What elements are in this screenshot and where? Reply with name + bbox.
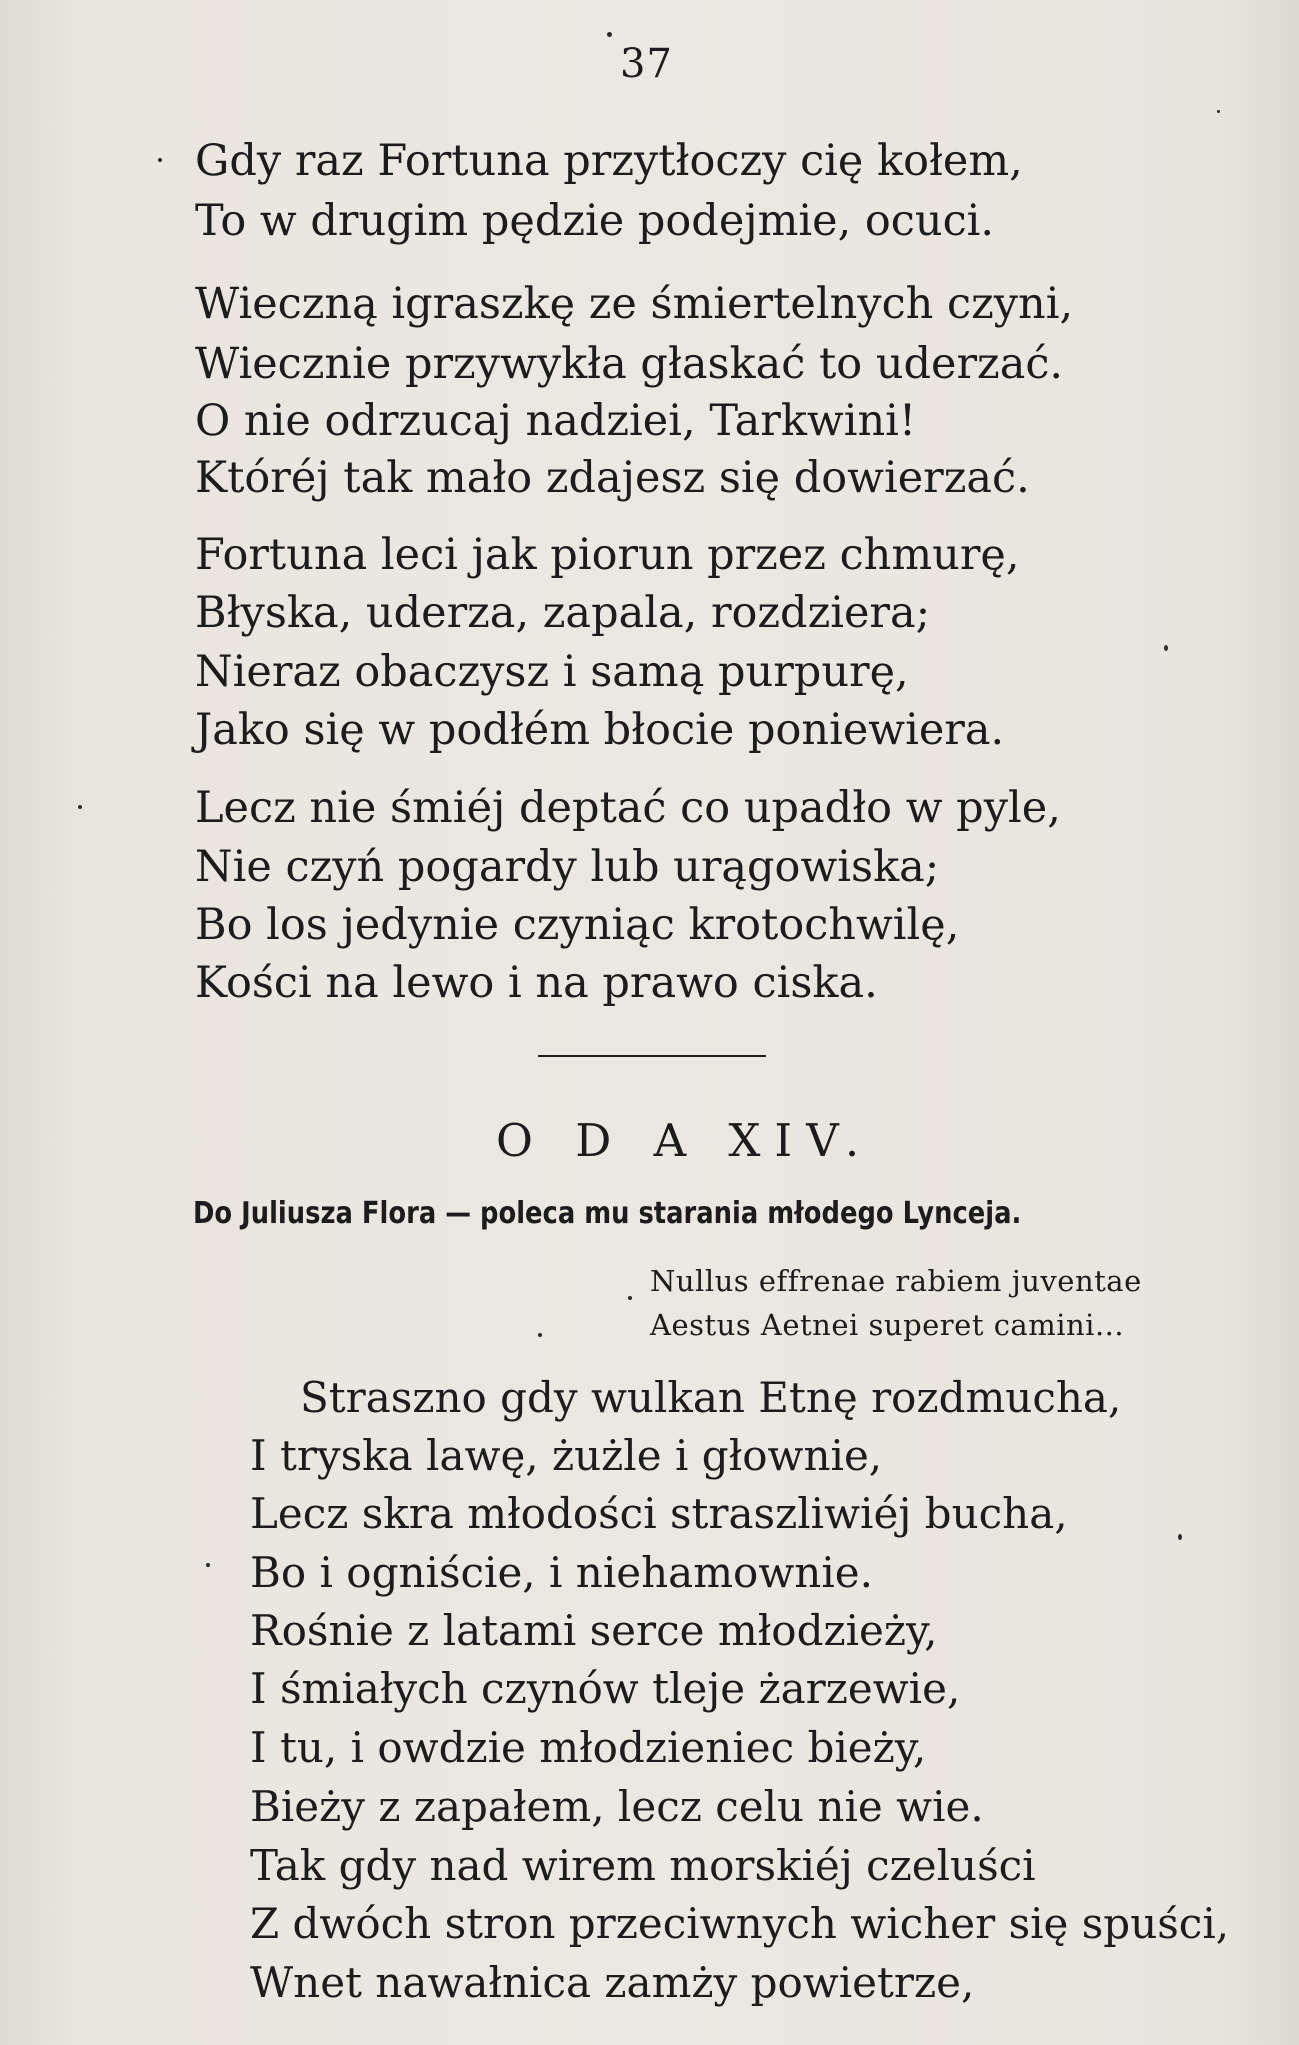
verse-line: Któréj tak mało zdajesz się dowierzać. <box>195 453 1030 503</box>
ode-title: O D A XIV. <box>496 1114 874 1167</box>
verse-line: Bo los jedynie czyniąc krotochwilę, <box>195 900 960 950</box>
verse-line: Lecz nie śmiéj deptać co upadło w pyle, <box>195 783 1061 833</box>
verse-line: Nie czyń pogardy lub urągowiska; <box>195 842 940 892</box>
verse-line: To w drugim pędzie podejmie, ocuci. <box>195 196 995 246</box>
paper-speck <box>607 32 612 37</box>
verse-line: Gdy raz Fortuna przytłoczy cię kołem, <box>195 136 1023 186</box>
verse-line: Lecz skra młodości straszliwiéj bucha, <box>250 1489 1068 1538</box>
verse-line: Wieczną igraszkę ze śmiertelnych czyni, <box>195 279 1074 329</box>
verse-line: Rośnie z latami serce młodzieży, <box>250 1606 938 1655</box>
paper-speck <box>158 158 162 162</box>
verse-line: O nie odrzucaj nadziei, Tarkwini! <box>195 396 917 446</box>
verse-line: I tu, i owdzie młodzieniec bieży, <box>250 1723 927 1772</box>
verse-line: Nieraz obaczysz i samą purpurę, <box>195 647 909 697</box>
paper-speck <box>628 1296 632 1300</box>
paper-speck <box>78 805 82 809</box>
ode-dedication: Do Juliusza Flora — poleca mu starania młodego Lynceja. <box>193 1196 1022 1231</box>
paper-speck <box>538 1333 542 1337</box>
paper-speck <box>206 1563 210 1567</box>
epigraph-line: Aestus Aetnei superet camini... <box>650 1308 1125 1342</box>
verse-line: I tryska lawę, żużle i głownie, <box>250 1431 883 1480</box>
verse-line: Bo i ogniście, i niehamownie. <box>250 1548 873 1597</box>
paper-speck <box>1217 110 1220 113</box>
verse-line: Wiecznie przywykła głaskać to uderzać. <box>195 339 1064 389</box>
verse-line: Straszno gdy wulkan Etnę rozdmucha, <box>300 1373 1122 1422</box>
verse-line: Tak gdy nad wirem morskiéj czeluści <box>250 1841 1036 1890</box>
section-divider <box>538 1055 766 1057</box>
verse-line: Z dwóch stron przeciwnych wicher się spuści, <box>250 1899 1230 1948</box>
verse-line: Błyska, uderza, zapala, rozdziera; <box>195 588 931 638</box>
verse-line: Wnet nawałnica zamży powietrze, <box>250 1958 975 2007</box>
epigraph-line: Nullus effrenae rabiem juventae <box>650 1264 1142 1298</box>
verse-line: Bieży z zapałem, lecz celu nie wie. <box>250 1782 984 1831</box>
page-number: 37 <box>620 41 673 87</box>
verse-line: Jako się w podłém błocie poniewiera. <box>195 705 1005 755</box>
verse-line: I śmiałych czynów tleje żarzewie, <box>250 1664 961 1713</box>
verse-line: Fortuna leci jak piorun przez chmurę, <box>195 530 1020 580</box>
paper-speck <box>1164 645 1168 651</box>
paper-speck <box>1178 1534 1182 1540</box>
verse-line: Kości na lewo i na prawo ciska. <box>195 958 878 1008</box>
